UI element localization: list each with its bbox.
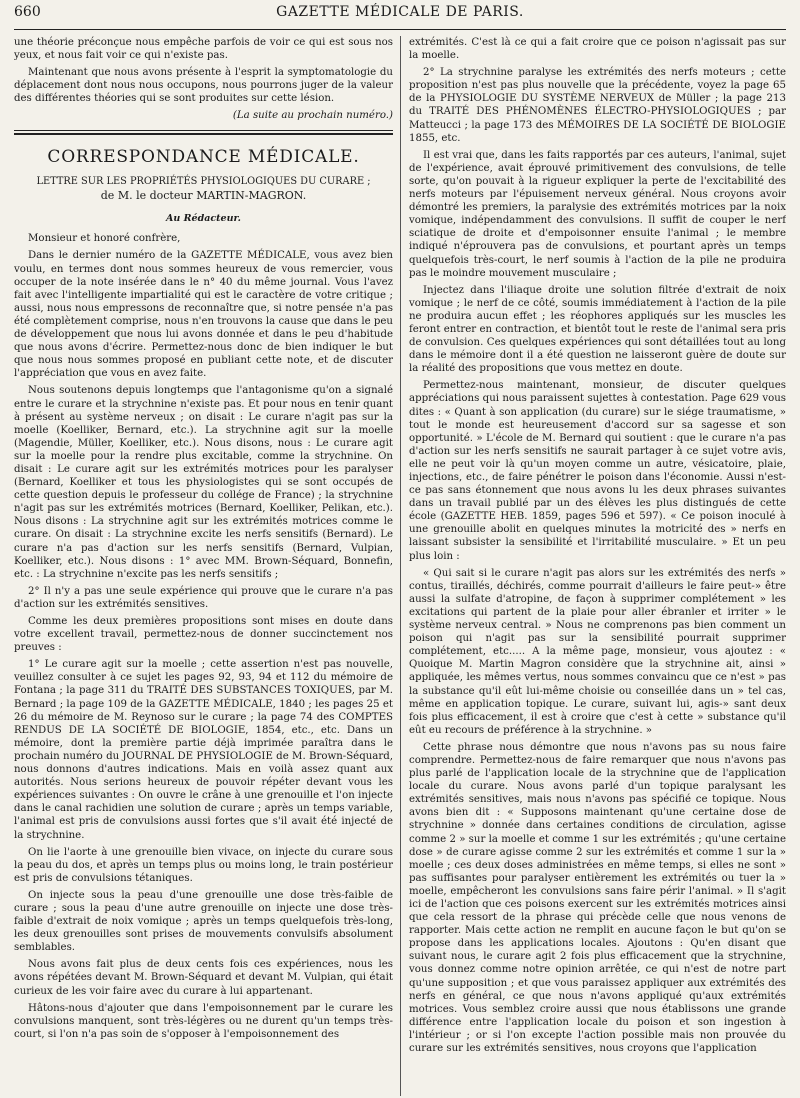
- paragraph: une théorie préconçue nous empêche parfois de voir ce qui est sous nos yeux, et nous fait voir ce qui n'existe pas.: [14, 37, 393, 62]
- paragraph: Dans le dernier numéro de la GAZETTE MÉDICALE, vous avez bien voulu, en termes dont nous sommes heureux de vous remercier, vous occuper de la note insérée dans le n° 40 du même journal. Vous l'avez fait avec l'intelligente impartialité qui est le caractère de votre critique ; aussi, nous nous empressons de reconnaître que, si notre pensée n'a pas été complètement comprise, nous n'en trouvons la cause que dans le peu de développement que nous lui avons donnée et dans le peu d'habitude que nous avons d'écrire. Permettez-nous donc de bien indiquer le but que nous nous sommes proposé en publiant cette note, et de discuter l'appréciation que vous en avez faite.: [14, 250, 393, 380]
- letter-author: de M. le docteur MARTIN-MAGRON.: [100, 189, 307, 203]
- section-divider: [14, 130, 393, 135]
- continuation-note: (La suite au prochain numéro.): [232, 110, 393, 122]
- paragraph: Nous soutenons depuis longtemps que l'antagonisme qu'on a signalé entre le curare et la strychnine n'existe pas. Et pour nous en tenir quant à présent au système nerveux ; on disait : Le curare n'agit pas sur la moelle (Koelliker, Bernard, etc.). La strychnine agit sur la moelle (Magendie, Müller, Koelliker, etc.). Nous disons, nous : Le curare agit sur la moelle pour la rendre plus excitable, comme la strychnine. On disait : Le curare agit sur les extrémités motrices pour les paralyser (Bernard, Koelliker et tous les physiologistes qui se sont occupés de cette question depuis le professeur du collége de France) ; la strychnine n'agit pas sur les extrémités motrices (Bernard, Koelliker, Pelikan, etc.). Nous disons : La strychnine agit sur les extrémités motrices comme le curare. On disait : La strychnine excite les nerfs sensitifs (Bernard). Le curare n'a pas d'action sur les nerfs sensitifs (Bernard, Vulpian, Koelliker, etc.). Nous disons : 1° avec MM. Brown-Séquard, Bonnefin, etc. : La strychnine n'excite pas les nerfs sensitifs ;: [14, 385, 393, 580]
- paragraph: Permettez-nous maintenant, monsieur, de discuter quelques appréciations qui nous paraissent sujettes à contestation. Page 629 vous dites : « Quant à son application (du curare) sur le siége traumatisme, » tout le monde est heureusement d'accord sur sa sagesse et son opportunité. » L'école de M. Bernard qui soutient : que le curare n'a pas d'action sur les nerfs sensitifs ne saurait partager à ce sujet votre avis, elle ne peut voir là qu'un moyen comme un autre, vésicatoire, plaie, injections, etc., de faire pénétrer le poison dans l'économie. Aussi n'est-ce pas sans étonnement que nous avons lu les deux phrases suivantes dans un travail publié par un des élèves les plus distingués de cette école (GAZETTE HEB. 1859, pages 596 et 597). « Ce poison inoculé à une grenouille abolit en quelques minutes la motricité des » nerfs en laissant subsister la sensibilité et l'irritabilité musculaire. » Et un peu plus loin :: [409, 380, 786, 562]
- letter-title: LETTRE SUR LES PROPRIÉTÉS PHYSIOLOGIQUES DU CURARE ;: [36, 176, 371, 188]
- paragraph: Hâtons-nous d'ajouter que dans l'empoisonnement par le curare les convulsions manquent, sont très-légères ou ne durent qu'un temps très-court, si l'on n'a pas soin de s'opposer à l'empoisonnement des: [14, 1002, 393, 1040]
- left-column: [14, 36, 400, 1096]
- paragraph: Il est vrai que, dans les faits rapportés par ces auteurs, l'animal, sujet de l'expérience, avait éprouvé primitivement des convulsions, de telle sorte, qu'on pouvait à la rigueur expliquer la perte de l'excitabilité des nerfs moteurs par l'épuisement nerveux général. Nous croyons avoir démontré les premiers, la paralysie des extrémités motrices par la noix vomique, indépendamment des convulsions. Il suffit de couper le nerf sciatique de droite et d'empoisonner ensuite l'animal ; le membre indiqué n'éprouvera pas de convulsions, et pourtant après un temps quelquefois très-court, le nerf soumis à l'action de la pile ne produira pas le moindre mouvement musculaire ;: [409, 149, 786, 279]
- greeting: Monsieur et honoré confrère,: [28, 233, 181, 245]
- paragraph: Cette phrase nous démontre que nous n'avons pas su nous faire comprendre. Permettez-nous de faire remarquer que nous n'avons pas plus parlé de l'application locale de la strychnine que de l'application locale du curare. Nous avons parlé d'un topique paralysant les extrémités sensitives, mais nous n'avons pas spécifié ce topique. Nous avons bien dit : « Supposons maintenant qu'une certaine dose de strychnine » donnée dans certaines conditions de circulation, agisse comme 2 » sur la moelle et comme 1 sur les extrémités ; qu'une certaine dose » de curare agisse comme 2 sur les extrémités et comme 1 sur la » moelle ; ces deux doses administrées en même temps, si elles ne sont » pas suffisantes pour paralyser entièrement les extrémités ou tuer la » moelle, empêcheront les convulsions sans faire périr l'animal. » Il s'agit ici de l'action que ces poisons exercent sur les extrémités motrices ainsi que cela ressort de la phrase qui précède celle que nous venons de rapporter. Mais cette action ne remplit en aucune façon le but qu'on se propose dans les applications locales. Ajoutons : Qu'en disant que suivant nous, le curare agit 2 fois plus efficacement que la strychnine, vous donnez comme notre opinion arrêtée, ce qui n'est de notre part qu'une supposition ; et que vous paraissez appliquer aux extrémités des nerfs en général, ce que nous n'avons appliqué qu'aux extrémités motrices. Vous semblez croire aussi que nous établissons une grande différence entre l'application locale du poison et son ingestion à l'intérieur ; or si l'on excepte l'action possible mais non prouvée du curare sur les extrémités sensitives, nous croyons que l'application: [409, 741, 786, 1055]
- paragraph: Injectez dans l'iliaque droite une solution filtrée d'extrait de noix vomique ; le nerf de ce côté, soumis immédiatement à l'action de la pile ne produira aucun effet ; les réophores appliqués sur les muscles les feront entrer en contraction, et bientôt tout le reste de l'animal sera pris de convulsion. Ces quelques expériences qui sont détaillées tout au long dans le mémoire dont il a été question ne laisseront guère de doute sur la réalité des propositions que vous mettez en doute.: [409, 284, 786, 375]
- page-number: 660: [14, 4, 41, 20]
- page-header: [14, 0, 786, 30]
- paragraph: extrémités. C'est là ce qui a fait croire que ce poison n'agissait pas sur la moelle.: [409, 37, 786, 62]
- paragraph: Comme les deux premières propositions sont mises en doute dans votre excellent travail, permettez-nous de donner succinctement nos preuves :: [14, 616, 393, 654]
- paragraph: 1° Le curare agit sur la moelle ; cette assertion n'est pas nouvelle, veuillez consulter à ce sujet les pages 92, 93, 94 et 112 du mémoire de Fontana ; la page 311 du TRAITÉ DES SUBSTANCES TOXIQUES, par M. Bernard ; la page 109 de la GAZETTE MÉDICALE, 1840 ; les pages 25 et 26 du mémoire de M. Reynoso sur le curare ; la page 74 des COMPTES RENDUS DE LA SOCIÉTÉ DE BIOLOGIE, 1854, etc., etc. Dans un mémoire, dont la première partie déjà imprimée paraîtra dans le prochain numéro du JOURNAL DE PHYSIOLOGIE de M. Brown-Séquard, nous donnons d'autres indications. Mais en voilà assez quant aux autorités. Nous serions heureux de pouvoir répéter devant vous les expériences suivantes : On ouvre le crâne à une grenouille et l'on injecte dans le canal rachidien une solution de curare ; après un temps variable, l'animal est pris de convulsions aussi fortes que s'il avait été injecté de la strychnine.: [14, 659, 393, 841]
- paragraph: 2° Il n'y a pas une seule expérience qui prouve que le curare n'a pas d'action sur les extrémités sensitives.: [14, 585, 393, 610]
- right-column: [400, 36, 786, 1096]
- paragraph: « Qui sait si le curare n'agit pas alors sur les extrémités des nerfs » contus, tiraillés, déchirés, comme pourrait d'ailleurs le faire peut-» être aussi la sulfate d'atropine, de façon à supprimer complétement » les excitations qui partent de la plaie pour aller ébranler et irriter » le système nerveux central. » Nous ne comprenons pas bien comment un poison qui n'agit pas sur la sensibilité pourrait supprimer complétement, etc..... A la même page, monsieur, vous ajoutez : « Quoique M. Martin Magron considère que la strychnine ait, ainsi » appliquée, les mêmes vertus, nous sommes convaincu que ce n'est » pas la substance qu'il eût lui-même choisie ou conseillée dans un » tel cas, même en application topique. Le curare, suivant lui, agis-» sant deux fois plus efficacement, il est à croire que c'est à cette » substance qu'il eût eu recours de préférence à la strychnine. »: [409, 567, 786, 736]
- paragraph: 2° La strychnine paralyse les extrémités des nerfs moteurs ; cette proposition n'est pas plus nouvelle que la précédente, voyez la page 65 de la PHYSIOLOGIE DU SYSTÈME NERVEUX de Müller ; la page 213 du TRAITÉ DES PHÉNOMÈNES ÉLECTRO-PHYSIOLOGIQUES ; par Matteucci ; la page 173 des MÉMOIRES DE LA SOCIÉTÉ DE BIOLOGIE 1855, etc.: [409, 67, 786, 144]
- journal-title: GAZETTE MÉDICALE DE PARIS.: [276, 4, 524, 20]
- paragraph: On injecte sous la peau d'une grenouille une dose très-faible de curare ; sous la peau d'une autre grenouille on injecte une dose très-faible d'extrait de noix vomique ; après un temps quelquefois très-long, les deux grenouilles sont prises de mouvements convulsifs absolument semblables.: [14, 889, 393, 954]
- text-columns: [14, 36, 786, 1098]
- section-title: CORRESPONDANCE MÉDICALE.: [47, 147, 360, 168]
- addressee: Au Rédacteur.: [166, 213, 241, 225]
- paragraph: Nous avons fait plus de deux cents fois ces expériences, nous les avons répétées devant M. Brown-Séquard et devant M. Vulpian, qui était curieux de les voir faire avec du curare à lui appartenant.: [14, 959, 393, 997]
- paragraph: Maintenant que nous avons présente à l'esprit la symptomatologie du déplacement dont nous nous occupons, nous pourrons juger de la valeur des différentes théories qui se sont produites sur cette lésion.: [14, 67, 393, 105]
- paragraph: On lie l'aorte à une grenouille bien vivace, on injecte du curare sous la peau du dos, et après un temps plus ou moins long, le train postérieur est pris de convulsions tétaniques.: [14, 846, 393, 884]
